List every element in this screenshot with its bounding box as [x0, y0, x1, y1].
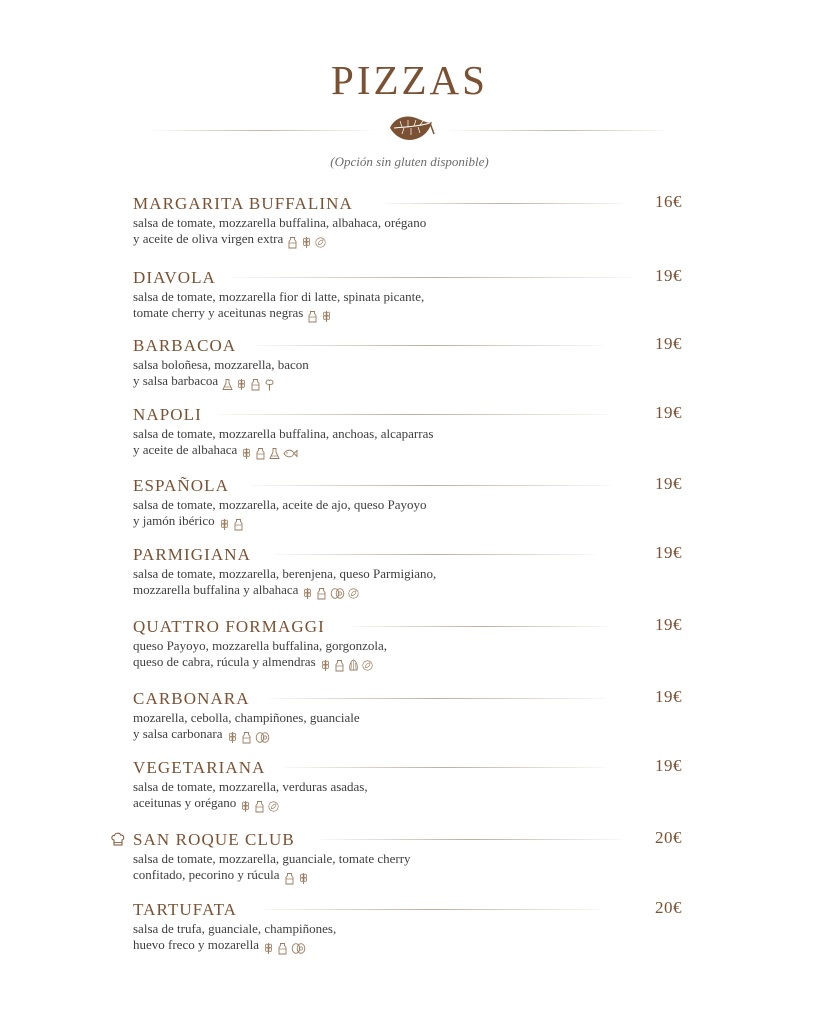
menu-item: [133, 830, 688, 885]
egg-icon: [291, 942, 306, 955]
gluten-icon: [227, 731, 238, 744]
description-text: salsa de tomate, mozzarella, guanciale, tomate cherry: [133, 851, 411, 866]
menu-item-description: [133, 566, 688, 600]
menu-item-price: 19€: [655, 266, 682, 285]
menu-item-header: [133, 268, 688, 288]
menu-item-price: 16€: [655, 192, 682, 211]
menu-item: [133, 194, 688, 249]
allergen-icons: [302, 584, 362, 600]
egg-icon: [330, 587, 345, 600]
vegetarian-icon: [268, 800, 279, 813]
milk-icon: [233, 518, 244, 531]
menu-item-price: 19€: [655, 615, 682, 634]
milk-icon: [255, 447, 266, 460]
description-text: tomate cherry y aceitunas negras: [133, 305, 304, 320]
description-line: [133, 215, 688, 231]
menu-item-description: [133, 215, 688, 249]
description-line: [133, 654, 688, 672]
description-text: y aceite de oliva virgen extra: [133, 231, 284, 246]
menu-item: [133, 617, 688, 672]
fish-icon: [283, 447, 298, 460]
description-text: huevo freco y mozarella: [133, 937, 259, 952]
menu-item-description: [133, 289, 688, 323]
menu-item-price: 20€: [655, 828, 682, 847]
gluten-icon: [320, 659, 331, 672]
vegetarian-icon: [315, 236, 326, 249]
menu-item-header: [133, 830, 688, 850]
description-text: salsa de tomate, mozzarella fior di latte, spinata picante,: [133, 289, 425, 304]
description-line: [133, 851, 688, 867]
menu-item-price: 19€: [655, 543, 682, 562]
menu-item-description: [133, 426, 688, 460]
menu-item-rule: [275, 554, 595, 555]
menu-item-header: [133, 689, 688, 709]
menu-item: [133, 476, 688, 531]
menu-item-price: 19€: [655, 474, 682, 493]
description-line: [133, 779, 688, 795]
description-text: queso Payoyo, mozzarella buffalina, gorgonzola,: [133, 638, 388, 653]
allergen-icons: [227, 728, 273, 744]
menu-item-name: TARTUFATA: [133, 900, 238, 919]
menu-item-description: [133, 921, 688, 955]
milk-icon: [287, 236, 298, 249]
description-line: [133, 638, 688, 654]
menu-item-price: 20€: [655, 898, 682, 917]
description-text: y salsa barbacoa: [133, 373, 219, 388]
mustard-icon: [269, 447, 280, 460]
menu-item-name: CARBONARA: [133, 689, 250, 708]
description-line: [133, 373, 688, 391]
description-text: salsa de tomate, mozzarella, verduras asadas,: [133, 779, 368, 794]
menu-item-price: 19€: [655, 756, 682, 775]
allergen-icons: [241, 444, 301, 460]
gluten-icon: [302, 587, 313, 600]
leaf-ornament-icon: [386, 112, 436, 144]
celery-icon: [264, 378, 275, 391]
menu-item: [133, 545, 688, 600]
allergen-icons: [222, 375, 278, 391]
milk-icon: [277, 942, 288, 955]
menu-item-name: MARGARITA BUFFALINA: [133, 194, 353, 213]
description-line: [133, 921, 688, 937]
menu-item-rule: [385, 203, 623, 204]
menu-item-description: [133, 779, 688, 813]
description-text: y aceite de albahaca: [133, 442, 238, 457]
menu-item-rule: [218, 414, 608, 415]
menu-item: [133, 900, 688, 955]
description-text: salsa de tomate, mozzarella, aceite de ajo, queso Payoyo: [133, 497, 427, 512]
menu-item: [133, 405, 688, 460]
allergen-icons: [219, 515, 247, 531]
menu-item: [133, 689, 688, 744]
menu-item: [133, 758, 688, 813]
menu-item-rule: [263, 909, 599, 910]
menu-item-name: PARMIGIANA: [133, 545, 252, 564]
milk-icon: [254, 800, 265, 813]
menu-item-name: NAPOLI: [133, 405, 202, 424]
description-line: [133, 426, 688, 442]
description-text: salsa de trufa, guanciale, champiñones,: [133, 921, 337, 936]
menu-item-name: VEGETARIANA: [133, 758, 266, 777]
menu-item-description: [133, 497, 688, 531]
title-divider-right: [446, 130, 672, 131]
menu-item: [133, 268, 688, 323]
milk-icon: [334, 659, 345, 672]
chef-hat-icon: [110, 831, 126, 847]
menu-item-rule: [321, 839, 621, 840]
description-line: [133, 582, 688, 600]
description-line: [133, 231, 688, 249]
description-text: mozzarella buffalina y albahaca: [133, 582, 299, 597]
description-line: [133, 937, 688, 955]
gluten-icon: [240, 800, 251, 813]
menu-item-name: QUATTRO FORMAGGI: [133, 617, 325, 636]
menu-item-header: [133, 476, 688, 496]
menu-item-header: [133, 758, 688, 778]
gluten-icon: [321, 310, 332, 323]
gluten-icon: [263, 942, 274, 955]
allergen-icons: [284, 869, 312, 885]
description-text: confitado, pecorino y rúcula: [133, 867, 280, 882]
description-line: [133, 357, 688, 373]
description-line: [133, 710, 688, 726]
description-text: salsa de tomate, mozzarella, berenjena, queso Parmigiano,: [133, 566, 437, 581]
allergen-icons: [307, 307, 335, 323]
menu-item-name: SAN ROQUE CLUB: [133, 830, 295, 849]
gluten-icon: [241, 447, 252, 460]
description-text: salsa boloñesa, mozzarella, bacon: [133, 357, 309, 372]
description-text: salsa de tomate, mozzarella buffalina, anchoas, alcaparras: [133, 426, 434, 441]
menu-item-header: [133, 194, 688, 214]
menu-item-price: 19€: [655, 334, 682, 353]
menu-item-name: ESPAÑOLA: [133, 476, 230, 495]
menu-item-rule: [255, 345, 603, 346]
menu-item-header: [133, 545, 688, 565]
menu-item-rule: [251, 485, 611, 486]
description-text: mozarella, cebolla, champiñones, guanciale: [133, 710, 360, 725]
menu-item-rule: [285, 767, 605, 768]
menu-item-name: DIAVOLA: [133, 268, 216, 287]
menu-item-description: [133, 851, 688, 885]
gluten-icon: [298, 872, 309, 885]
nuts-icon: [348, 659, 359, 672]
menu-item-header: [133, 900, 688, 920]
description-line: [133, 566, 688, 582]
title-divider-left: [148, 130, 376, 131]
gluten-icon: [236, 378, 247, 391]
menu-item-name: BARBACOA: [133, 336, 237, 355]
description-line: [133, 305, 688, 323]
vegetarian-icon: [362, 659, 373, 672]
vegetarian-icon: [348, 587, 359, 600]
egg-icon: [255, 731, 270, 744]
menu-item-header: [133, 336, 688, 356]
milk-icon: [307, 310, 318, 323]
description-text: salsa de tomate, mozzarella buffalina, albahaca, orégano: [133, 215, 427, 230]
mustard-icon: [222, 378, 233, 391]
menu-item-description: [133, 710, 688, 744]
description-line: [133, 442, 688, 460]
menu-item-rule: [233, 277, 633, 278]
menu-item-description: [133, 638, 688, 672]
menu-item-price: 19€: [655, 687, 682, 706]
menu-item: [133, 336, 688, 391]
description-line: [133, 795, 688, 813]
gluten-icon: [219, 518, 230, 531]
milk-icon: [316, 587, 327, 600]
menu-item-description: [133, 357, 688, 391]
description-text: y salsa carbonara: [133, 726, 223, 741]
milk-icon: [241, 731, 252, 744]
description-line: [133, 726, 688, 744]
menu-item-price: 19€: [655, 403, 682, 422]
milk-icon: [284, 872, 295, 885]
menu-item-rule: [353, 626, 608, 627]
description-line: [133, 513, 688, 531]
description-line: [133, 867, 688, 885]
description-text: queso de cabra, rúcula y almendras: [133, 654, 316, 669]
allergen-icons: [240, 797, 282, 813]
page-title: PIZZAS: [331, 57, 488, 103]
description-text: y jamón ibérico: [133, 513, 215, 528]
gluten-icon: [301, 236, 312, 249]
gluten-free-note: (Opción sin gluten disponible): [330, 154, 489, 169]
menu-item-rule: [269, 698, 605, 699]
allergen-icons: [287, 233, 329, 249]
description-line: [133, 497, 688, 513]
menu-item-header: [133, 617, 688, 637]
description-text: aceitunas y orégano: [133, 795, 237, 810]
milk-icon: [250, 378, 261, 391]
allergen-icons: [263, 939, 309, 955]
menu-item-header: [133, 405, 688, 425]
allergen-icons: [320, 656, 376, 672]
description-line: [133, 289, 688, 305]
